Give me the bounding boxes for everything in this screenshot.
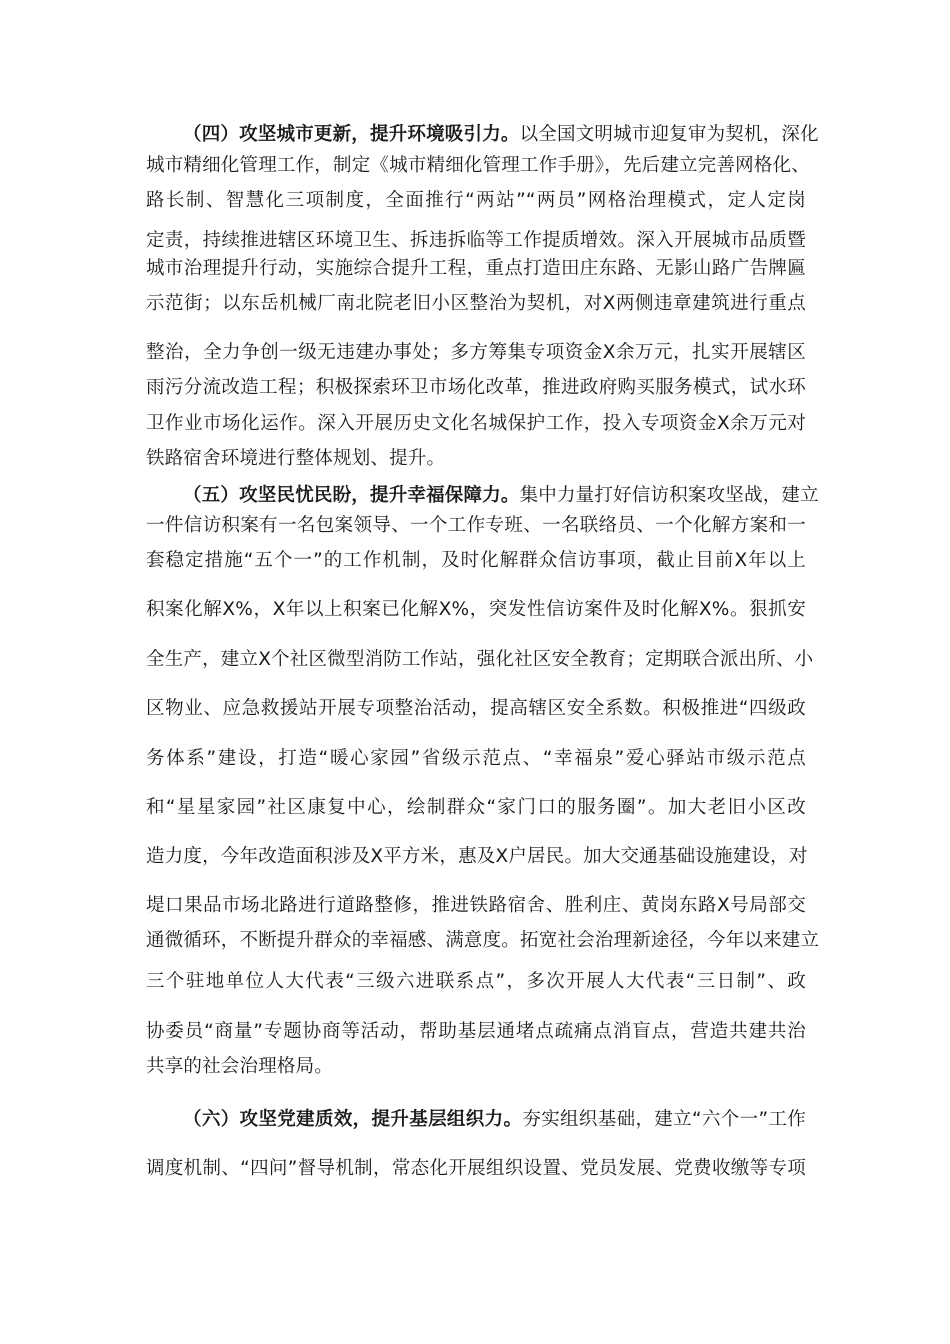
section-5-line-13: 协委员“商量”专题协商等活动，帮助基层通堵点疏痛点消盲点，营造共建共治 [146, 1021, 806, 1042]
section-6-line-1 [183, 1108, 806, 1132]
section-6-line-2: 调度机制、“四问”督导机制，常态化开展组织设置、党员发展、党费收缴等专项 [146, 1158, 806, 1179]
section-5-line-4: 积案化解X%，X年以上积案已化解X%，突发性信访案件及时化解X%。狠抓安 [146, 599, 806, 620]
section-6-text: 夯实组织基础，建立“六个一”工作 [522, 1109, 806, 1130]
section-5-line-8: 和“星星家园”社区康复中心，绘制群众“家门口的服务圈”。加大老旧小区改 [146, 797, 806, 818]
section-4-line-9: 卫作业市场化运作。深入开展历史文化名城保护工作，投入专项资金X余万元对 [146, 413, 806, 434]
section-4-line-1 [183, 123, 819, 147]
section-5-line-10: 堤口果品市场北路进行道路整修，推进铁路宿舍、胜利庄、黄岗东路X号局部交 [146, 895, 806, 916]
section-4-line-4: 定责，持续推进辖区环境卫生、拆违拆临等工作提质增效。深入开展城市品质暨 [146, 230, 806, 251]
section-5-text: 集中力量打好信访积案攻坚战，建立 [519, 485, 819, 506]
section-4-line-7: 整治，全力争创一级无违建办事处；多方筹集专项资金X余万元，扎实开展辖区 [146, 342, 806, 363]
section-4-line-2: 城市精细化管理工作，制定《城市精细化管理工作手册》，先后建立完善网格化、 [146, 155, 810, 176]
section-5-heading: （五）攻坚民忧民盼，提升幸福保障力。 [183, 485, 520, 506]
section-4-line-8: 雨污分流改造工程；积极探索环卫市场化改革，推进政府购买服务模式，试水环 [146, 377, 806, 398]
section-4-text: 以全国文明城市迎复审为契机，深化 [519, 124, 819, 145]
section-5-line-3: 套稳定措施“五个一”的工作机制，及时化解群众信访事项，截止目前X年以上 [146, 550, 806, 571]
section-4-line-5: 城市治理提升行动，实施综合提升工程，重点打造田庄东路、无影山路广告牌匾 [146, 258, 806, 279]
section-5-line-6: 区物业、应急救援站开展专项整治活动，提高辖区安全系数。积极推进“四级政 [146, 698, 806, 719]
section-4-line-3: 路长制、智慧化三项制度，全面推行“两站”“两员”网格治理模式，定人定岗 [146, 190, 806, 211]
section-5-line-5: 全生产，建立X个社区微型消防工作站，强化社区安全教育；定期联合派出所、小 [146, 649, 814, 670]
section-5-line-14: 共享的社会治理格局。 [146, 1056, 334, 1077]
section-5-line-2: 一件信访积案有一名包案领导、一个工作专班、一名联络员、一个化解方案和一 [146, 515, 806, 536]
section-4-line-6: 示范街；以东岳机械厂南北院老旧小区整治为契机，对X两侧违章建筑进行重点 [146, 293, 806, 314]
section-4-line-10: 铁路宿舍环境进行整体规划、提升。 [146, 448, 446, 469]
section-5-line-11: 通微循环，不断提升群众的幸福感、满意度。拓宽社会治理新途径，今年以来建立 [146, 930, 820, 951]
section-5-line-9: 造力度，今年改造面积涉及X平方米，惠及X户居民。加大交通基础设施建设，对 [146, 846, 808, 867]
section-5-line-1 [183, 484, 819, 508]
section-5-line-12: 三个驻地单位人大代表“三级六进联系点”，多次开展人大代表“三日制”、政 [146, 971, 806, 992]
section-5-line-7: 务体系”建设，打造“暖心家园”省级示范点、“幸福泉”爱心驿站市级示范点 [146, 748, 806, 769]
section-4-heading: （四）攻坚城市更新，提升环境吸引力。 [183, 124, 520, 145]
section-6-heading: （六）攻坚党建质效，提升基层组织力。 [183, 1109, 523, 1130]
